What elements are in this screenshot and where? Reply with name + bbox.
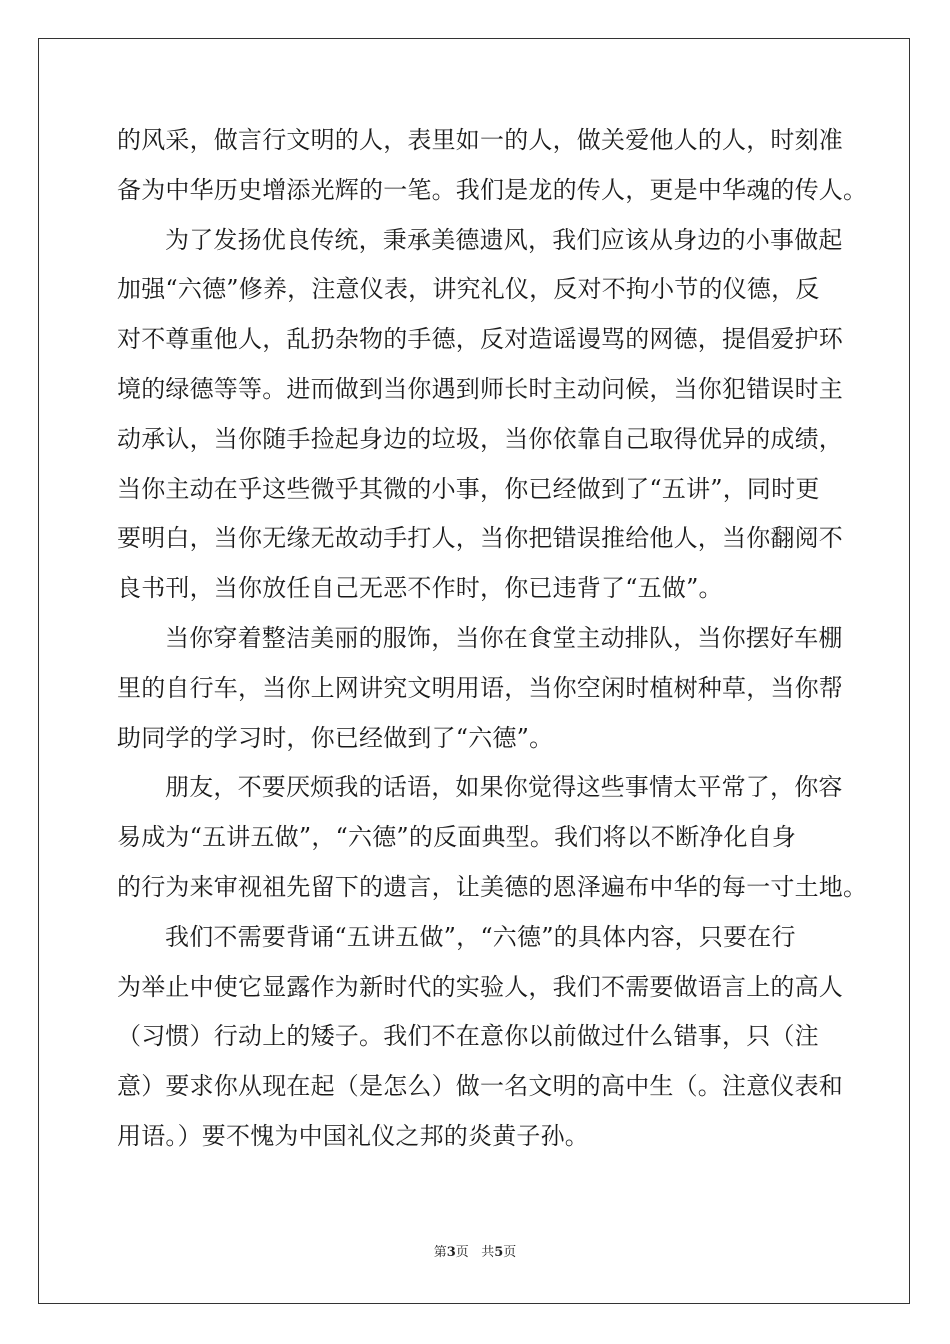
- text-line: 境的绿德等等。进而做到当你遇到师长时主动问候，当你犯错误时主: [117, 375, 843, 403]
- text-line: 良书刊，当你放任自己无恶不作时，你已违背了“五做”。: [117, 574, 723, 603]
- text-line: 为了发扬优良传统，秉承美德遗风，我们应该从身边的小事做起: [165, 225, 843, 254]
- text-line: 备为中华历史增添光辉的一笔。我们是龙的传人，更是中华魂的传人。: [117, 175, 868, 204]
- text-line: 朋友，不要厌烦我的话语，如果你觉得这些事情太平常了，你容: [165, 773, 843, 802]
- total-page-number: 5: [494, 1245, 504, 1260]
- footer-prefix: 第: [433, 1245, 447, 1260]
- text-line: 意）要求你从现在起（是怎么）做一名文明的高中生（。注意仪表和: [117, 1072, 843, 1101]
- text-line: 的行为来审视祖先留下的遗言，让美德的恩泽遍布中华的每一寸土地。: [117, 873, 868, 901]
- text-line: 要明白，当你无缘无故动手打人，当你把错误推给他人，当你翻阅不: [117, 524, 843, 553]
- text-line: 易成为“五讲五做”，“六德”的反面典型。我们将以不断净化自身: [117, 823, 797, 852]
- text-line: 动承认，当你随手捡起身边的垃圾，当你依靠自己取得优异的成绩，: [117, 424, 843, 453]
- text-line: 用语。）要不愧为中国礼仪之邦的炎黄子孙。: [117, 1122, 589, 1150]
- page-footer: [0, 1244, 950, 1262]
- footer-middle: 页 共: [455, 1245, 495, 1260]
- text-line: 当你主动在乎这些微乎其微的小事，你已经做到了“五讲”，同时更: [117, 474, 820, 503]
- current-page-number: 3: [446, 1245, 456, 1260]
- text-line: （习惯）行动上的矮子。我们不在意你以前做过什么错事，只（注: [117, 1022, 819, 1051]
- footer-suffix: 页: [503, 1245, 517, 1260]
- text-line: 对不尊重他人，乱扔杂物的手德，反对造谣谩骂的网德，提倡爱护环: [117, 325, 843, 354]
- text-line: 的风采，做言行文明的人，表里如一的人，做关爱他人的人，时刻准: [117, 126, 843, 154]
- text-line: 里的自行车，当你上网讲究文明用语，当你空闲时植树种草，当你帮: [117, 673, 843, 702]
- text-line: 助同学的学习时，你已经做到了“六德”。: [117, 723, 554, 752]
- text-line: 为举止中使它显露作为新时代的实验人，我们不需要做语言上的高人: [117, 972, 843, 1001]
- text-line: 加强“六德”修养，注意仪表，讲究礼仪，反对不拘小节的仪德，反: [117, 275, 820, 304]
- text-line: 当你穿着整洁美丽的服饰，当你在食堂主动排队，当你摆好车棚: [165, 624, 843, 652]
- text-line: 我们不需要背诵“五讲五做”，“六德”的具体内容，只要在行: [165, 922, 796, 951]
